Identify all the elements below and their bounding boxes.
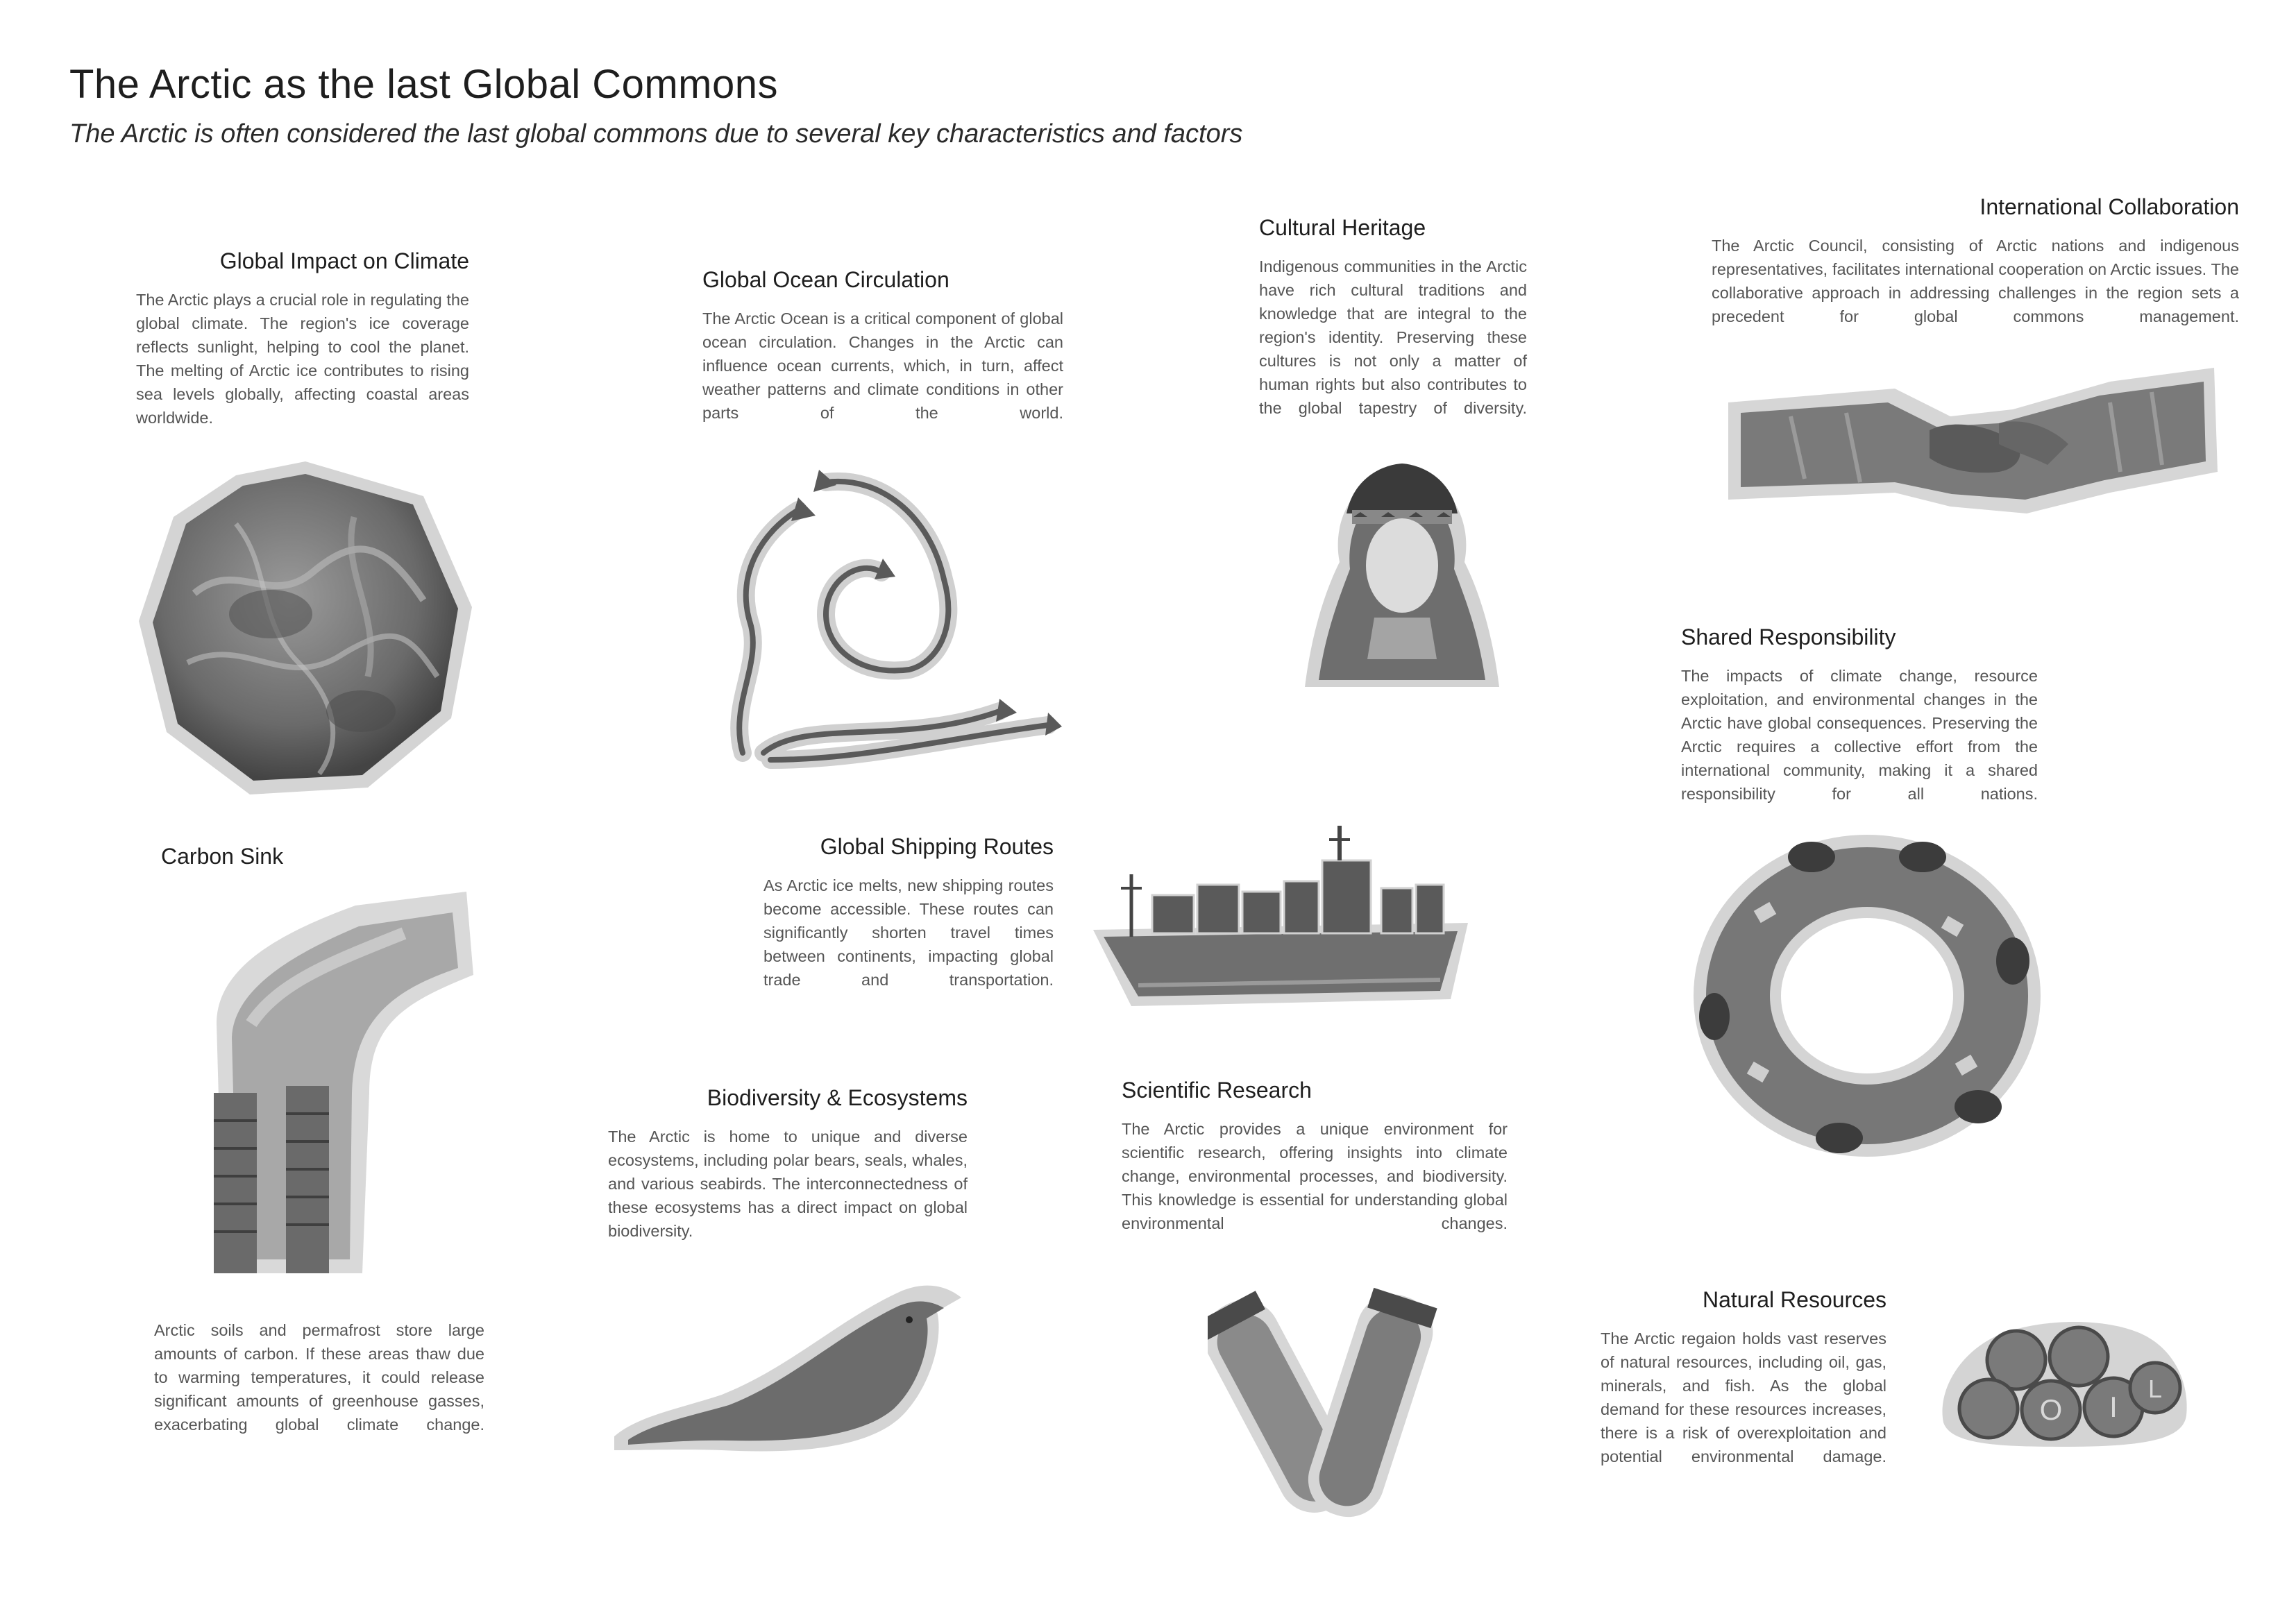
page-title: The Arctic as the last Global Commons: [69, 62, 779, 107]
seal-illustration: [611, 1277, 972, 1464]
section-heading: Cultural Heritage: [1259, 215, 1426, 240]
handshake-illustration: [1721, 354, 2221, 541]
section-body: The Arctic regaion holds vast reserves of natural resources, including oil, gas, minerals, and fish. As the global demand for these resources increases, there is a risk of overexploitation and potential environmental damage.: [1601, 1329, 1886, 1465]
life-ring-illustration: [1687, 829, 2048, 1162]
ocean-currents-arrows-illustration: [722, 454, 1062, 774]
section-heading: Shared Responsibility: [1681, 624, 1896, 649]
section-body: The Arctic plays a crucial role in regulating the global climate. The region's ice coverage reflects sunlight, helping to cool the planet. The melting of Arctic ice contributes to rising sea levels globally, affecting coastal areas worldwide.: [136, 291, 469, 427]
section-scientific-research: [1122, 1078, 1508, 1235]
section-carbon-sink: [161, 844, 439, 883]
section-heading: Natural Resources: [1703, 1287, 1886, 1312]
oil-barrels-illustration: [1936, 1311, 2193, 1450]
section-heading: Carbon Sink: [161, 844, 284, 869]
section-global-shipping-routes: [763, 834, 1054, 992]
section-heading: Scientific Research: [1122, 1078, 1312, 1103]
section-heading: Global Shipping Routes: [820, 834, 1054, 859]
section-body: The Arctic provides a unique environment for scientific research, offering insights into climate change, environmental processes, and biodiversity. This knowledge is essential for understanding global environmental changes.: [1122, 1120, 1508, 1232]
section-body: Indigenous communities in the Arctic have rich cultural traditions and knowledge that are integral to the region's identity. Preserving these cultures is not only a matter of human rights but also contributes to the global tapestry of diversity.: [1259, 257, 1527, 417]
section-cultural-heritage: [1259, 215, 1527, 420]
section-body: The impacts of climate change, resource exploitation, and environmental changes in the Arctic have global consequences. Preserving the Arctic requires a collective effort from the international community, making it a shared responsibility for all nations.: [1681, 667, 2038, 803]
earth-globe-illustration: [132, 454, 479, 801]
smokestacks-illustration: [196, 885, 480, 1287]
page-subtitle: The Arctic is often considered the last global commons due to several key characteristics and factors: [69, 119, 1243, 148]
section-heading: Global Impact on Climate: [219, 248, 469, 273]
section-body: Arctic soils and permafrost store large amounts of carbon. If these areas thaw due to warming temperatures, it could release significant amounts of greenhouse gasses, exacerbating global climate change.: [154, 1321, 484, 1434]
section-body: As Arctic ice melts, new shipping routes become accessible. These routes can significantly shorten travel times between continents, impacting global trade and transportation.: [763, 876, 1054, 989]
section-body: The Arctic Ocean is a critical component of global ocean circulation. Changes in the Arctic can influence ocean currents, which, in turn, affect weather patterns and climate conditions in other parts of the world.: [702, 309, 1063, 422]
section-shared-responsibility: [1681, 624, 2038, 806]
section-body: The Arctic Council, consisting of Arctic nations and indigenous representatives, facilitates international cooperation on Arctic issues. The collaborative approach in addressing challenges in the region sets a precedent for global commons management.: [1712, 237, 2239, 325]
section-carbon-sink-body: [154, 1318, 484, 1436]
test-tubes-illustration: [1208, 1277, 1444, 1547]
section-global-impact-on-climate: [136, 248, 469, 430]
section-biodiversity-ecosystems: [608, 1085, 968, 1243]
section-global-ocean-circulation: [702, 267, 1063, 425]
indigenous-person-illustration: [1291, 451, 1513, 701]
section-natural-resources: [1601, 1287, 1886, 1468]
section-heading: Global Ocean Circulation: [702, 267, 949, 292]
barrel-letter-o: O: [2039, 1393, 2063, 1426]
cargo-ship-illustration: [1090, 819, 1478, 1013]
barrel-letter-i: I: [2109, 1391, 2118, 1423]
barrel-letter-l: L: [2147, 1375, 2163, 1403]
section-international-collaboration: [1712, 194, 2239, 328]
section-heading: Biodiversity & Ecosystems: [707, 1085, 968, 1110]
section-heading: International Collaboration: [1980, 194, 2239, 219]
section-body: The Arctic is home to unique and diverse ecosystems, including polar bears, seals, whales, and various seabirds. The interconnectedness of these ecosystems has a direct impact on global biodiversity.: [608, 1128, 968, 1240]
